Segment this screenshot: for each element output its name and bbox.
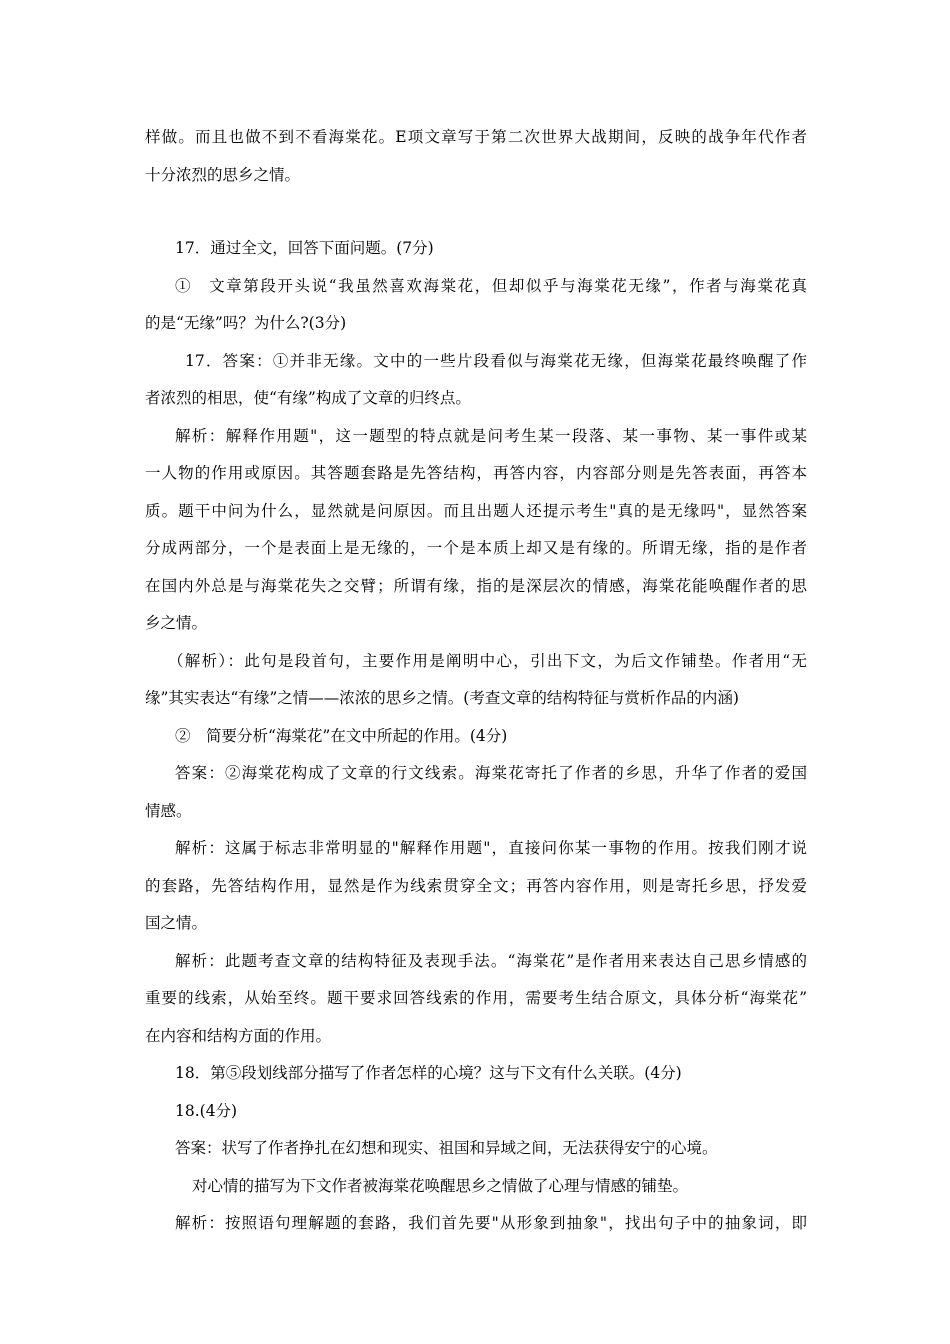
question-17-part-1: ① 文章第段开头说“我虽然喜欢海棠花，但却似乎与海棠花无缘”，作者与海棠花真 (175, 277, 807, 295)
question-17-part-2: ② 简要分析“海棠花”在文中所起的作用。(4分) (175, 727, 508, 745)
analysis-line: 解析：按照语句理解题的套路，我们首先要"从形象到抽象"，找出句子中的抽象词，即 (175, 1214, 807, 1232)
analysis-line: 解析：这属于标志非常明显的"解释作用题"，直接问你某一事物的作用。按我们刚才说 (175, 839, 807, 857)
answer-17-line: 者浓烈的相思，使“有缘”构成了文章的归终点。 (145, 389, 471, 407)
answer-17-line: 17．答案：①并非无缘。文中的一些片段看似与海棠花无缘，但海棠花最终唤醒了作 (185, 352, 807, 370)
analysis-line: 乡之情。 (145, 614, 208, 632)
analysis-line: 解析：解释作用题"，这一题型的特点就是问考生某一段落、某一事物、某一事件或某 (175, 427, 807, 445)
paragraph-line: 的是“无缘”吗？为什么?(3分) (145, 314, 347, 332)
answer-line: 情感。 (145, 802, 192, 820)
paragraph-line: 样做。而且也做不到不看海棠花。E项文章写于第二次世界大战期间，反映的战争年代作者 (145, 128, 807, 146)
analysis-line: 重要的线索，从始至终。题干要求回答线索的作用，需要考生结合原文，具体分析“海棠花” (145, 989, 807, 1007)
analysis-line: 国之情。 (145, 914, 208, 932)
analysis-line: 在国内外总是与海棠花失之交臂；所谓有缘，指的是深层次的情感，海棠花能唤醒作者的思 (145, 577, 807, 595)
analysis-line: 质。题干中问为什么，显然就是问原因。而且出题人还提示考生"真的是无缘吗"，显然答案 (145, 502, 807, 520)
paragraph-line: 十分浓烈的思乡之情。 (145, 166, 301, 184)
answer-line: 答案：②海棠花构成了文章的行文线索。海棠花寄托了作者的乡思，升华了作者的爱国 (175, 764, 807, 782)
question-18-heading: 18．第⑤段划线部分描写了作者怎样的心境？这与下文有什么关联。(4分) (175, 1064, 682, 1082)
analysis-line: 的套路，先答结构作用，显然是作为线索贯穿全文；再答内容作用，则是寄托乡思，抒发爱 (145, 877, 807, 895)
analysis-line: 一人物的作用或原因。其答题套路是先答结构，再答内容，内容部分则是先答表面，再答本 (145, 464, 807, 482)
analysis-line: （解析）：此句是段首句，主要作用是阐明中心，引出下文，为后文作铺垫。作者用“无 (168, 652, 807, 670)
answer-18-line: 答案：状写了作者挣扎在幻想和现实、祖国和异域之间，无法获得安宁的心境。 (175, 1139, 718, 1157)
answer-18-line: 对心情的描写为下文作者被海棠花唤醒思乡之情做了心理与情感的铺垫。 (192, 1177, 689, 1195)
analysis-line: 解析：此题考查文章的结构特征及表现手法。“海棠花”是作者用来表达自己思乡情感的 (175, 952, 807, 970)
question-17-heading: 17．通过全文，回答下面问题。(7分) (175, 239, 434, 257)
analysis-line: 缘”其实表达“有缘”之情——浓浓的思乡之情。(考查文章的结构特征与赏析作品的内涵) (145, 689, 739, 707)
question-18-score: 18.(4分) (175, 1102, 238, 1120)
analysis-line: 分成两部分，一个是表面上是无缘的，一个是本质上却又是有缘的。所谓无缘，指的是作者 (145, 539, 807, 557)
analysis-line: 在内容和结构方面的作用。 (145, 1027, 332, 1045)
